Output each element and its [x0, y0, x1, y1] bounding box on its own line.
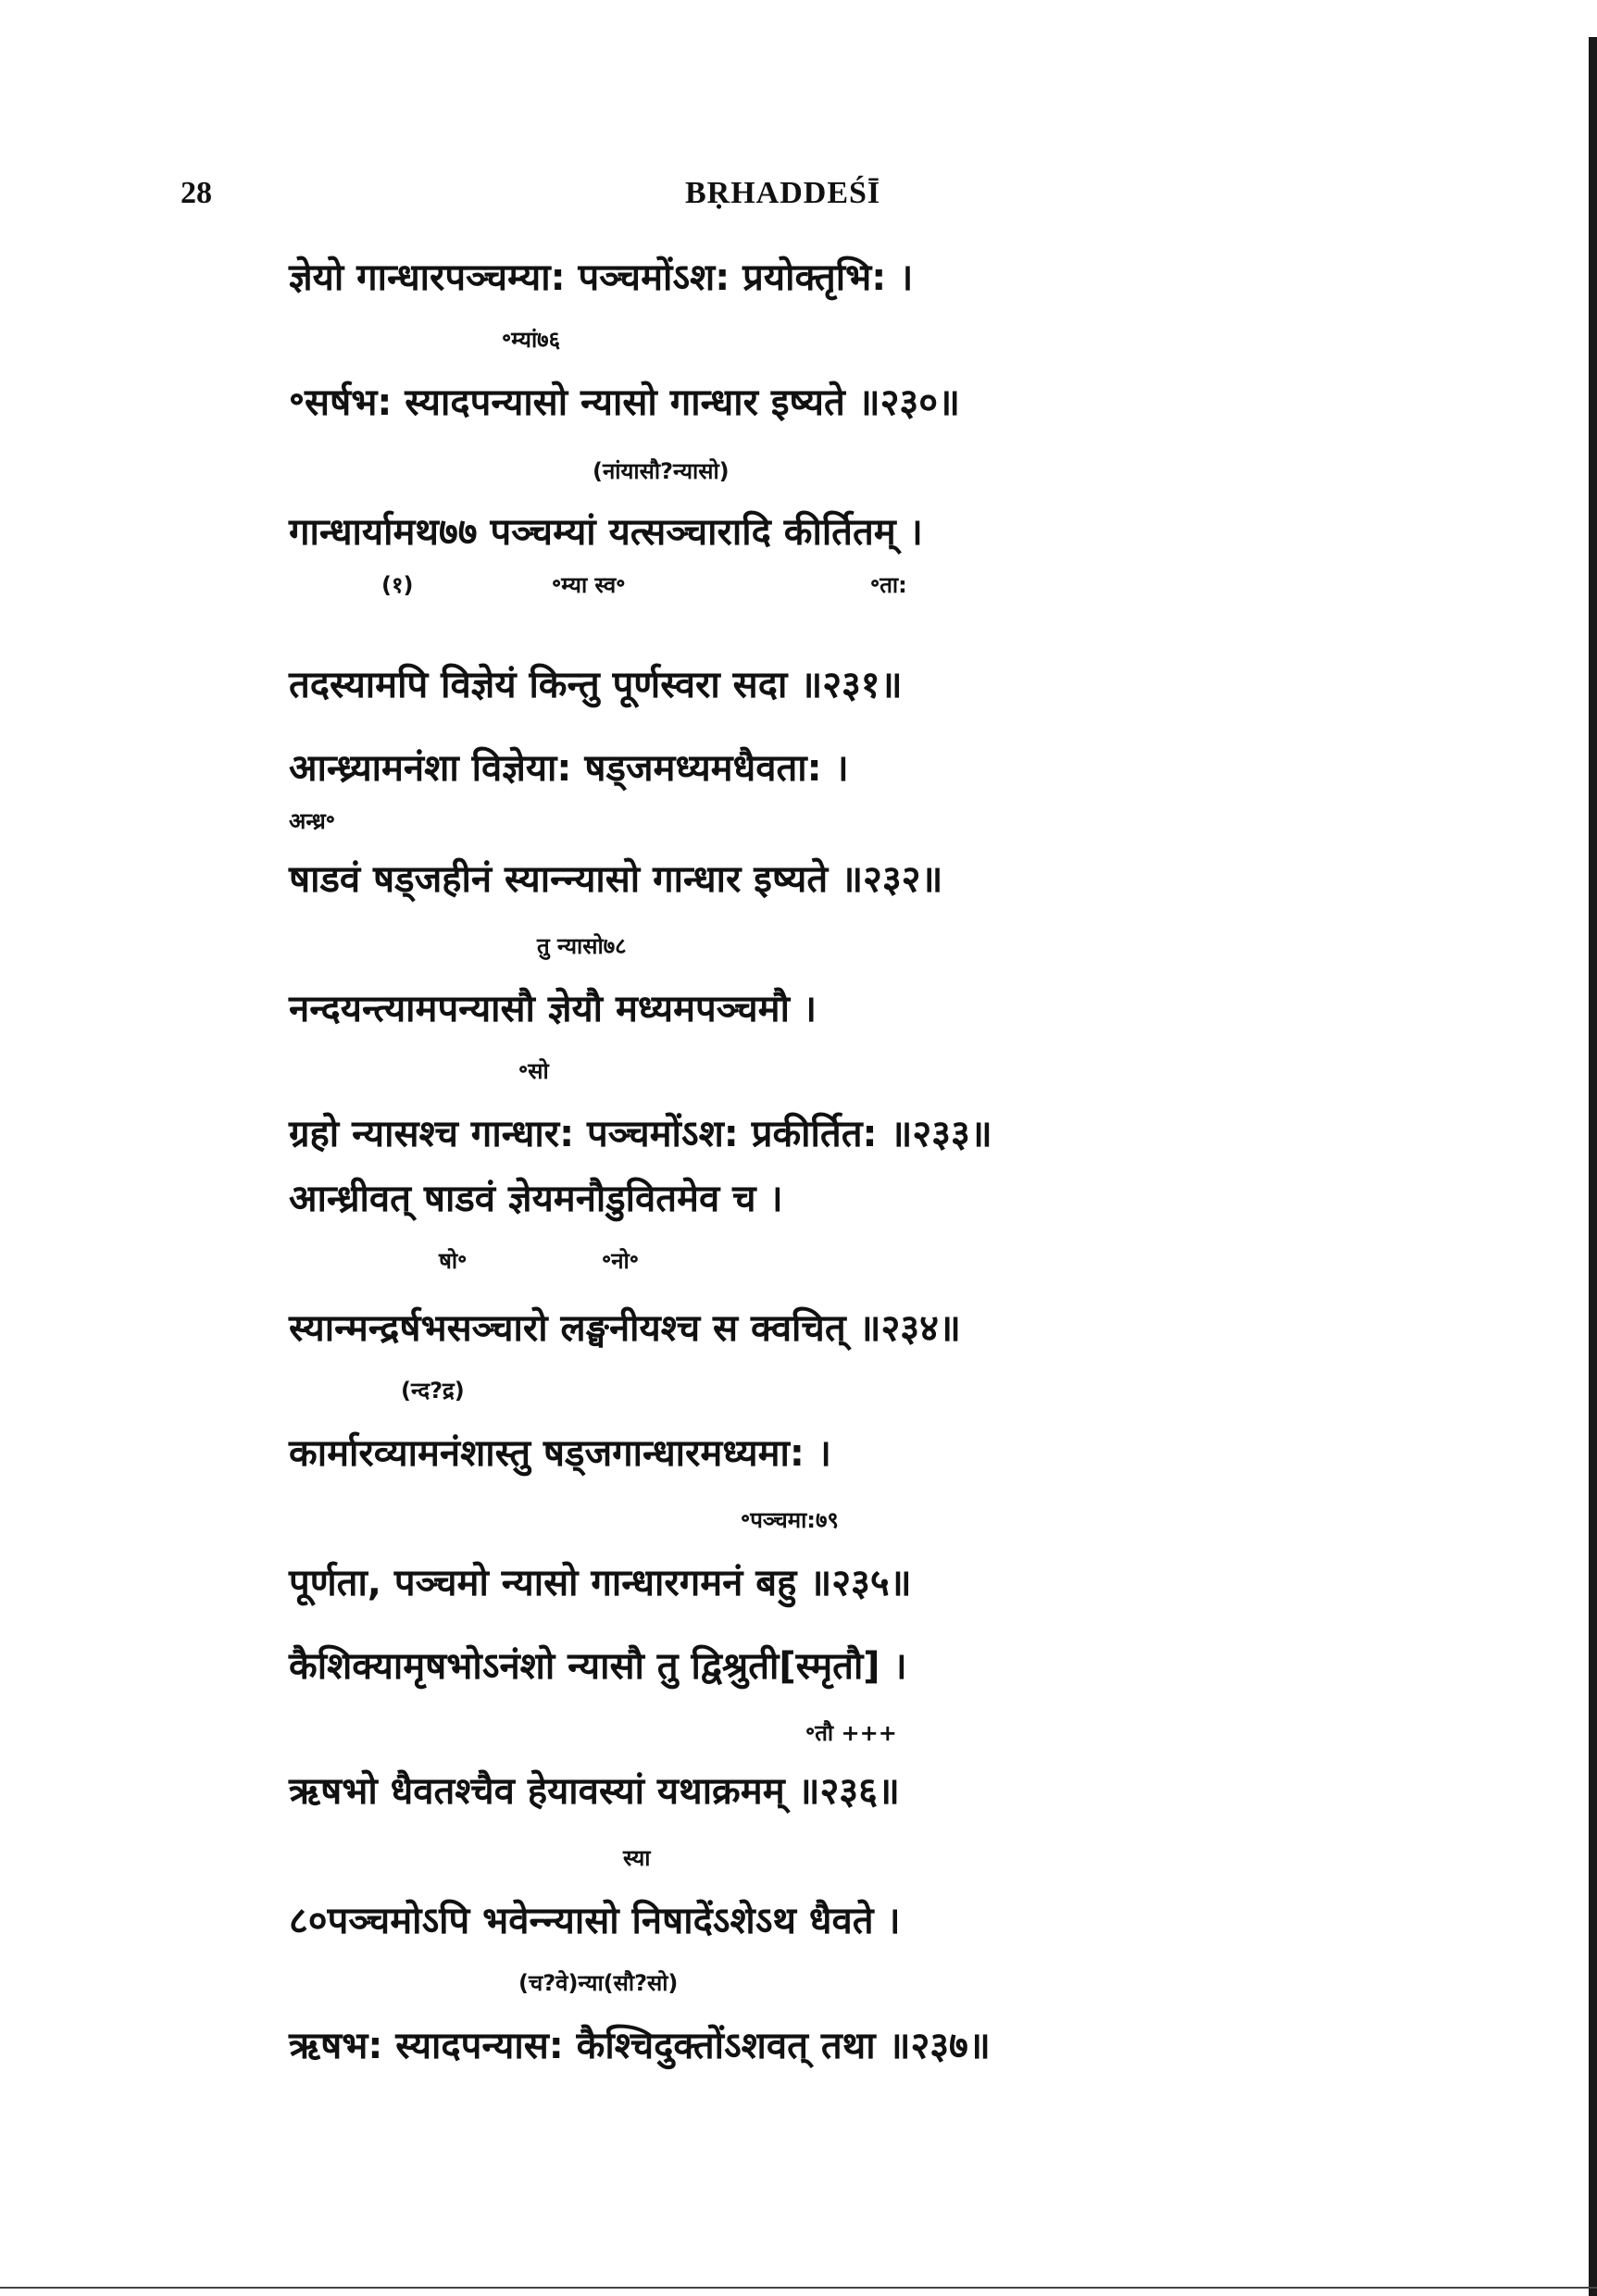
variant-note: ॰म्या स्व॰: [552, 572, 626, 598]
page-number: 28: [181, 176, 212, 210]
variant-note: (नांयासौ?न्यासो): [593, 458, 730, 484]
variant-note: (न्द?द्र): [401, 1378, 465, 1404]
verse-line: गान्धार्यामथ७७ पञ्चम्यां यत्सञ्चारादि कीर्तितम् ।: [289, 511, 923, 554]
verse-line: ८०पञ्चमोऽपि भवेन्न्यासो निषादेंऽशेऽथ धैवते ।: [289, 1900, 901, 1942]
variant-note: ॰सो: [518, 1058, 549, 1084]
running-head: BṚHADDEŚĪ: [685, 176, 881, 210]
verse-line: पूर्णता, पञ्चमो न्यासो गान्धारगमनं बहु ॥२३५॥: [289, 1562, 912, 1604]
verse-line: ग्रहो न्यासश्च गान्धार: पञ्चमोंऽश: प्रकीर्तित: ॥२३३॥: [289, 1113, 992, 1155]
verse-line: ॰सर्षभ: स्यादपन्यासो न्यासो गान्धार इष्यते ॥२३०॥: [289, 381, 960, 424]
verse-line: आन्ध्र्यामनंशा विज्ञेया: षड्जमध्यमधैवता: ।: [289, 747, 849, 790]
verse-line: ऋषभ: स्यादपन्यास: कैश्चिदुक्तोंऽशवत् तथा ॥२३७॥: [289, 2025, 991, 2067]
page-edge-shadow: [1589, 37, 1597, 2296]
verse-line: कार्मारव्यामनंशास्तु षड्जगान्धारमध्यमा: ।: [289, 1432, 831, 1475]
verse-line: षाडवं षड्जहीनं स्यान्न्यासो गान्धार इष्यते ॥२३२॥: [289, 858, 943, 901]
page-bottom-edge: [0, 2287, 1597, 2289]
verse-line: आन्ध्रीवत् षाडवं ज्ञेयमनौडुवितमेव च ।: [289, 1178, 783, 1220]
variant-note: ॰पञ्चमा:७९: [741, 1507, 839, 1533]
verse-line: कैशिक्यामृषभोऽनंशो न्यासौ तु द्विश्रुती[स्मृतौ] ।: [289, 1645, 907, 1688]
verse-line: ऋषभो धैवतश्चैव हेयावस्यां यथाक्रमम् ॥२३६॥: [289, 1770, 900, 1813]
variant-note: (च?वे)न्या(सौ?सो): [518, 1970, 679, 1996]
variant-note: ॰म्यां७६: [502, 327, 561, 353]
variant-note: ॰नो॰: [602, 1248, 639, 1274]
variant-note: ॰तौ +++: [805, 1720, 897, 1746]
verse-line: स्यान्मन्द्रर्षभसञ्चारो लङ्घनीयश्च स क्वचित् ॥२३४॥: [289, 1307, 961, 1350]
verse-line: ज्ञेयो गान्धारपञ्चम्या: पञ्चमोंऽश: प्रयोक्तृभि: ।: [289, 256, 914, 299]
variant-note: (१): [381, 572, 414, 598]
variant-note: ॰ता:: [870, 572, 907, 598]
variant-note: अन्ध्र॰: [289, 808, 335, 834]
verse-line: तदस्यामपि विज्ञेयं किन्तु पूर्णस्वरा सदा ॥२३१॥: [289, 664, 903, 706]
verse-line: नन्दयन्त्यामपन्यासौ ज्ञेयौ मध्यमपञ्चमौ ।: [289, 988, 817, 1030]
variant-note: तु न्यासो७८: [537, 933, 627, 959]
variant-note: षो॰: [439, 1248, 468, 1274]
variant-note: स्या: [623, 1845, 651, 1871]
